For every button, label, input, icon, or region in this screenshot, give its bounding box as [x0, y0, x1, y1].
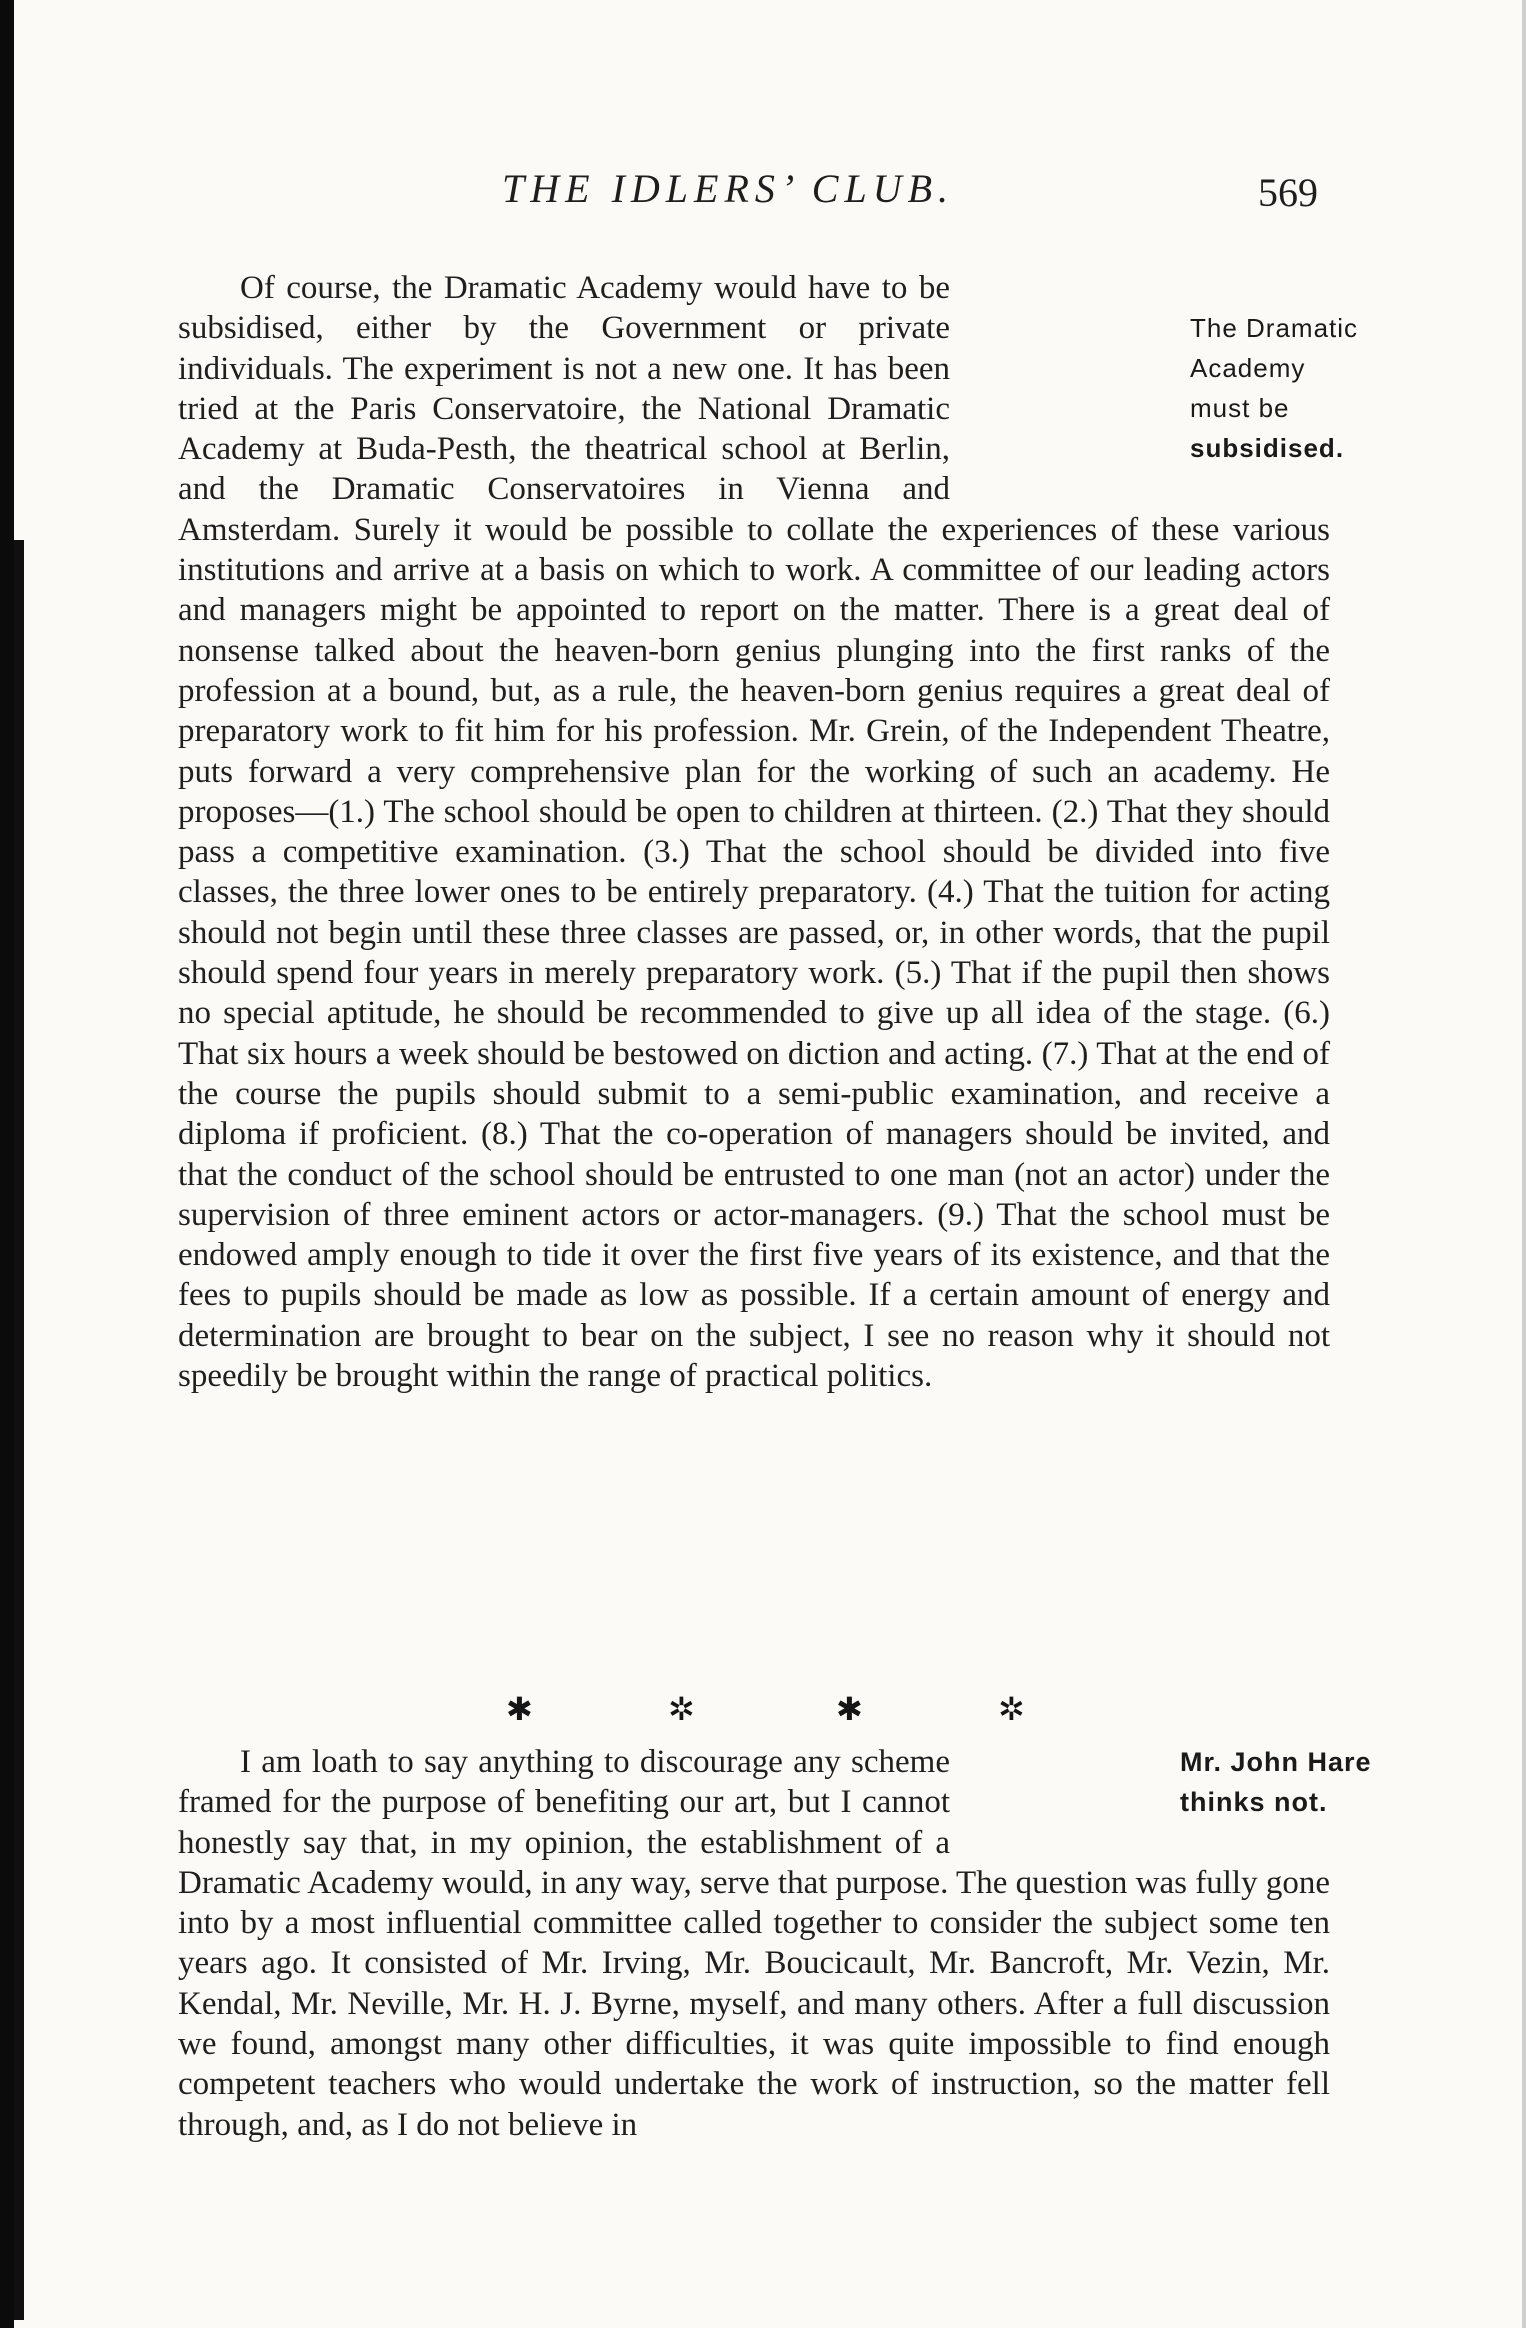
book-gutter-shadow — [14, 540, 24, 2320]
page-header — [0, 165, 1526, 225]
sidenote-line: thinks not. — [1180, 1787, 1328, 1817]
section-2-text — [178, 1742, 1330, 2162]
sidenote-line: subsidised. — [1190, 433, 1345, 463]
sidenote-dramatic-academy — [1190, 308, 1358, 468]
asterisk-ornament: ✱ — [836, 1691, 863, 1727]
paragraph-john-hare: I am loath to say anything to discourage any scheme framed for the purpose of benefiting our art, but I cannot honestly say that, in my opinion, the establishment of a Dramatic Academy would, in any way, serve that purpose. The question was fully gone into by a most influential committee called together to consider the subject some ten years ago. It consisted of Mr. Irving, Mr. Boucicault, Mr. Bancroft, Mr. Vezin, Mr. Kendal, Mr. Neville, Mr. H. J. Byrne, myself, and many others. After a full discussion we found, amongst many other difficulties, it was quite impossible to find enough competent teachers who would undertake the work of instruction, so the matter fell through, and, as I do not believe in — [178, 1744, 1330, 2143]
asterisk-ornament: ✱ — [506, 1691, 533, 1727]
asterisk-ornament: ✲ — [668, 1691, 695, 1727]
page-edge — [1522, 0, 1526, 2328]
page-number: 569 — [1258, 170, 1318, 215]
sidenote-line: Academy — [1190, 353, 1306, 383]
running-title: THE IDLERS’ CLUB. — [502, 166, 955, 211]
sidenote-john-hare — [1180, 1742, 1372, 1822]
sidenote-line: must be — [1190, 393, 1290, 423]
asterisk-ornament: ✲ — [998, 1691, 1025, 1727]
book-binding-shadow — [0, 0, 14, 2328]
sidenote-line: The Dramatic — [1190, 313, 1359, 343]
section-separator — [0, 1690, 1526, 1730]
section-1-text — [178, 268, 1330, 1668]
sidenote-line: Mr. John Hare — [1180, 1747, 1372, 1777]
paragraph-academy-subsidy: Of course, the Dramatic Academy would have to be subsidised, either by the Government or private individuals. The experiment is not a new one. It has been tried at the Paris Conservatoire, the National Dramatic Academy at Buda-Pesth, the theatrical school at Berlin, and the Dramatic Conservatoires in Vienna and Amsterdam. Surely it would be possible to collate the experiences of these various institutions and arrive at a basis on which to work. A committee of our leading actors and managers might be appointed to report on the matter. There is a great deal of nonsense talked about the heaven-born genius plunging into the first ranks of the profession at a bound, but, as a rule, the heaven-born genius requires a great deal of preparatory work to fit him for his profession. Mr. Grein, of the Independent Theatre, puts forward a very comprehensive plan for the working of such an academy. He proposes—(1.) The school should be open to children at thirteen. (2.) That they should pass a competitive examination. (3.) That the school should be divided into five classes, the three lower ones to be entirely preparatory. (4.) That the tuition for acting should not begin until these three classes are passed, or, in other words, that the pupil should spend four years in merely preparatory work. (5.) That if the pupil then shows no special aptitude, he should be recommended to give up all idea of the stage. (6.) That six hours a week should be bestowed on diction and acting. (7.) That at the end of the course the pupils should submit to a semi-public examination, and receive a diploma if proficient. (8.) That the co-operation of managers should be invited, and that the conduct of the school should be entrusted to one man (not an actor) under the supervision of three eminent actors or actor-managers. (9.) That the school must be endowed amply enough to tide it over the first five years of its existence, and that the fees to pupils should be made as low as possible. If a certain amount of energy and determination are brought to bear on the subject, I see no reason why it should not speedily be brought within the range of practical politics. — [178, 270, 1330, 1395]
